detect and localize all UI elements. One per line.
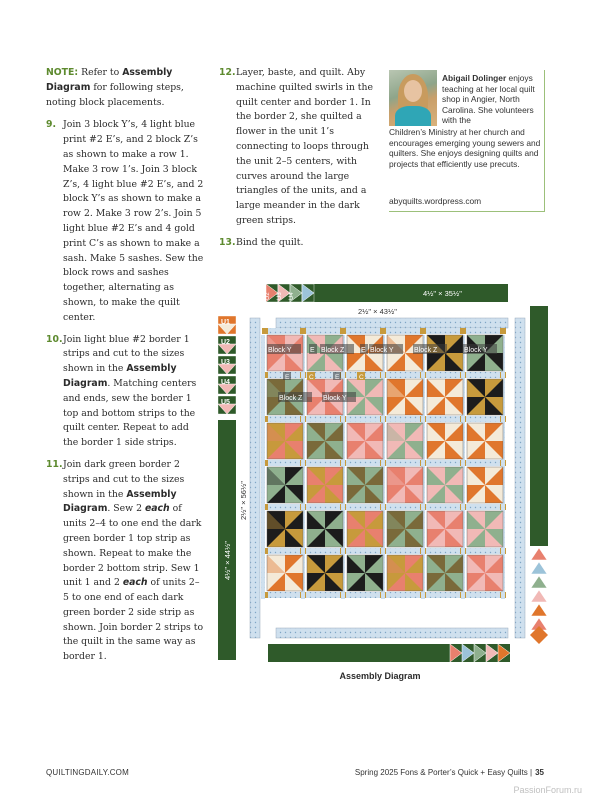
- quilt-block: [267, 467, 303, 503]
- unit-triangle: [531, 604, 547, 616]
- step-text: Join light blue #2 border 1 strips and cut to the sizes shown in the: [63, 333, 190, 375]
- step-13: [219, 236, 377, 251]
- cornerstone-c: [380, 328, 386, 334]
- watermark: PassionForum.ru: [513, 785, 582, 795]
- quilt-block: [387, 467, 423, 503]
- diagram-caption: Assembly Diagram: [339, 671, 421, 681]
- note-label: NOTE:: [46, 67, 79, 78]
- cornerstone-c: [420, 328, 426, 334]
- note-bold: Assembly Diagram: [46, 67, 173, 93]
- unit-label: U1: [221, 319, 230, 326]
- unit-triangle: [531, 576, 547, 588]
- step-number: 13.: [219, 236, 236, 248]
- step-text: Join 3 block Y’s, 4 light blue print #2 E’s, and 2 block Z’s as shown to make a row 1. Make 3 row 1’s. Join 3 block Z’s, 4 light blue #2 E’s, and 2 block Y’s as shown to make a row 2. Make 3 row 2’s. Join 5 light blue #2 E’s and 4 gold print C’s as shown to make a sash. Make 5 sashes. Sew the block rows and sashes together, alternating as shown, to make the quilt center.: [63, 119, 204, 323]
- unit-label: U4: [221, 379, 230, 386]
- middle-text-column: [219, 66, 377, 258]
- step-text: Join dark green border 2 strips and cut to the sizes shown in the: [63, 458, 185, 500]
- block-label: Block Y: [268, 347, 292, 354]
- quilt-block: [307, 423, 343, 459]
- quilt-block: [427, 423, 463, 459]
- border1-bottom-strip: [276, 628, 508, 638]
- step-number: 12.: [219, 67, 236, 78]
- quilt-block: [267, 511, 303, 547]
- cornerstone-c: [340, 328, 346, 334]
- block-label: E: [361, 347, 366, 354]
- step-number: 11.: [46, 458, 63, 470]
- block-label: Block Y: [323, 395, 347, 402]
- unit-triangle: [531, 590, 547, 602]
- step-text: Bind the quilt.: [236, 236, 304, 248]
- step-text: . Sew 2: [107, 503, 145, 515]
- step-number: 10.: [46, 333, 63, 345]
- unit-triangle: [531, 562, 547, 574]
- unit-label: U5: [221, 399, 230, 406]
- page-number: 35: [535, 768, 544, 777]
- bio-text-top: [442, 73, 545, 126]
- note-text-1: Refer to: [78, 67, 123, 78]
- block-label: Block Y: [370, 347, 394, 354]
- assembly-diagram: [218, 280, 548, 665]
- step-text: of units 2–5 to one end of each dark green border 2 side strip as shown. Join border 2 strips to the quilt in the same way as border 1.: [63, 577, 204, 663]
- sash-label: E: [285, 374, 290, 381]
- dimension-border2-side: 4½" × 44½": [223, 541, 232, 580]
- quilt-block: [467, 511, 503, 547]
- quilt-block: [427, 555, 463, 591]
- border1-left-strip: [250, 318, 260, 638]
- quilt-block: [267, 555, 303, 591]
- unit-label: U3: [221, 359, 230, 366]
- quilt-block: [307, 511, 343, 547]
- quilt-block: [307, 555, 343, 591]
- quilt-block: [347, 555, 383, 591]
- quilt-block: [387, 555, 423, 591]
- quilt-block: [467, 555, 503, 591]
- quilt-block: [387, 379, 423, 415]
- dimension-border2-top: 4½" × 35½": [423, 289, 462, 298]
- footer-issue: Spring 2025 Fons & Porter’s Quick + Easy Quilts |: [354, 768, 533, 777]
- unit-label: U4: [289, 292, 295, 300]
- quilt-block: [427, 467, 463, 503]
- designer-bio: [389, 70, 545, 212]
- sash-label: C: [359, 374, 364, 381]
- block-label: Block Z: [279, 395, 303, 402]
- step-text: . Matching centers and ends, sew the border 1 top and bottom strips to the quilt center. Repeat to add the border 1 side strips.: [63, 377, 197, 449]
- cornerstone-c: [460, 328, 466, 334]
- designer-name: Abigail Dolinger: [442, 73, 507, 83]
- step-11: [46, 458, 204, 665]
- cornerstone-c: [300, 328, 306, 334]
- block-label: Block Y: [464, 347, 488, 354]
- assembly-diagram-graphic: [218, 280, 548, 665]
- sash-vertical: [261, 335, 265, 599]
- unit-triangle: [531, 548, 547, 560]
- quilt-block: [467, 423, 503, 459]
- step-bold: Assembly Diagram: [63, 488, 177, 515]
- quilt-block: [387, 511, 423, 547]
- designer-website-link[interactable]: abyquilts.wordpress.com: [389, 196, 482, 206]
- border1-right-strip: [515, 318, 525, 638]
- left-text-column: [46, 66, 204, 672]
- step-emphasis: each: [122, 577, 148, 589]
- block-label: Block Z: [321, 347, 345, 354]
- step-bold: Assembly Diagram: [63, 363, 177, 389]
- block-label: E: [310, 347, 315, 354]
- step-emphasis: each: [144, 503, 170, 515]
- quilt-block: [387, 423, 423, 459]
- designer-photo: [389, 70, 437, 126]
- bio-text-bottom: Children’s Ministry at her church and encourages emerging young sewers and quilters. She enjoys designing quilts and projects that efficiently use precuts.: [389, 127, 541, 169]
- step-text: Layer, baste, and quilt. Aby machine quilted swirls in the quilt center and border 1. In the border 2, she quilted a flower in the unit 1’s connecting to loops through the unit 2–5 centers, with curves around the large triangles of the units, and a large meander in the dark green strips.: [236, 67, 373, 226]
- dimension-border1-side: 2½" × 56½": [239, 481, 248, 520]
- step-number: 9.: [46, 119, 57, 131]
- footer-publication: [355, 768, 544, 777]
- sash-label: C: [309, 374, 314, 381]
- quilt-block: [347, 511, 383, 547]
- block-label: Block Z: [414, 347, 438, 354]
- note-text-2: for following steps, noting block placements.: [46, 81, 184, 108]
- border2-left-strip: [218, 420, 236, 660]
- sash-label: E: [335, 374, 340, 381]
- quilt-block: [427, 379, 463, 415]
- step-9: [46, 118, 204, 325]
- dimension-border1-top: 2½" × 43½": [358, 307, 397, 316]
- quilt-block: [467, 467, 503, 503]
- step-12: [219, 66, 377, 229]
- unit-label: U2: [221, 339, 230, 346]
- step-text: of units 2–4 to one end the dark green border 1 top strip as shown. Repeat to make the border 2 bottom strip. Sew 1 unit 1 and 2: [63, 503, 202, 589]
- footer-website: QUILTINGDAILY.COM: [46, 768, 129, 777]
- border2-right-strip: [530, 306, 548, 546]
- cornerstone-c: [500, 328, 506, 334]
- quilt-block: [467, 379, 503, 415]
- quilt-block: [347, 423, 383, 459]
- bio-text: enjoys teaching at her local quilt shop in Angier, North Carolina. She volunteers with the: [442, 73, 535, 126]
- cornerstone-c: [262, 328, 268, 334]
- unit-label: U2: [265, 292, 271, 300]
- step-10: [46, 333, 204, 451]
- quilt-block: [347, 467, 383, 503]
- quilt-block: [267, 423, 303, 459]
- note-paragraph: [46, 66, 204, 110]
- unit-label: U3: [277, 292, 283, 300]
- quilt-block: [307, 467, 343, 503]
- quilt-block: [427, 511, 463, 547]
- border1-top-strip: [276, 318, 508, 328]
